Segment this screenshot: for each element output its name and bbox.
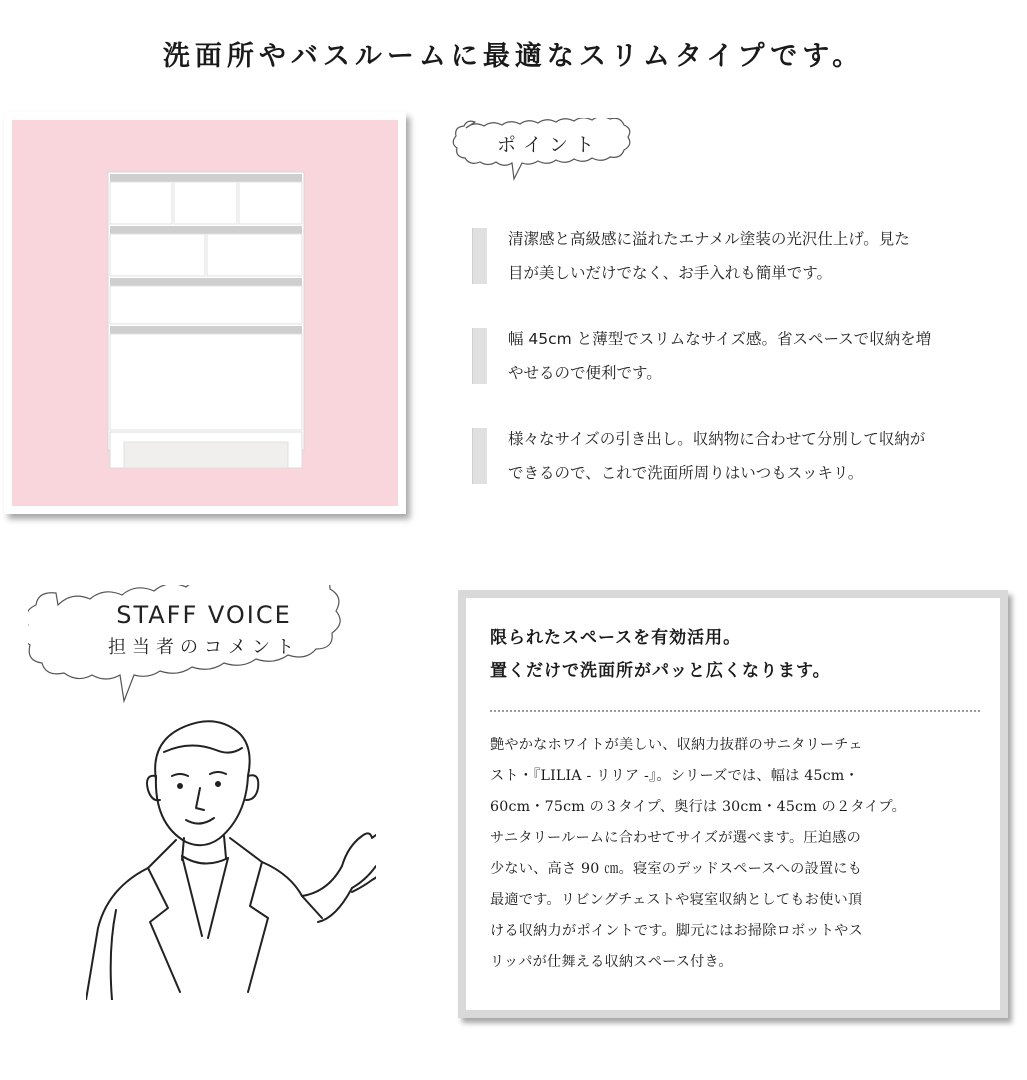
staff-illustration	[86, 710, 376, 1004]
staff-voice-title: STAFF VOICE	[116, 601, 292, 629]
point-bubble	[446, 118, 656, 196]
feature-text-line: やせるので便利です。	[508, 364, 662, 382]
point-label: ポイント	[496, 134, 601, 156]
feature-text-line: 清潔感と高級感に溢れたエナメル塗装の光沢仕上げ。見た	[508, 230, 910, 248]
feature-marker	[472, 228, 487, 284]
white-chest-image	[12, 120, 398, 506]
comment-body-line: スト・『LILIA - リリア -』。シリーズでは、幅は 45cm・	[490, 768, 859, 784]
man-presenting-icon	[86, 710, 376, 1000]
dotted-divider	[490, 710, 980, 712]
comment-body	[490, 730, 982, 978]
feature-text-line: 目が美しいだけでなく、お手入れも簡単です。	[508, 264, 832, 282]
feature-marker	[472, 428, 487, 484]
comment-heading	[490, 622, 990, 688]
feature-item	[472, 322, 1022, 390]
comment-body-line: ける収納力がポイントです。脚元にはお掃除ロボットやス	[490, 923, 863, 939]
comment-body-line: 少ない、高さ 90 ㎝。寝室のデッドスペースへの設置にも	[490, 861, 863, 877]
comment-body-line: 最適です。リビングチェストや寝室収納としてもお使い頂	[490, 892, 863, 908]
feature-item	[472, 422, 1022, 490]
product-photo	[4, 112, 406, 514]
staff-voice-bubble	[28, 585, 384, 719]
comment-panel	[466, 598, 1000, 1010]
staff-voice-subtitle: 担当者のコメント	[108, 637, 300, 658]
feature-marker	[472, 328, 487, 384]
comment-heading-line: 置くだけで洗面所がパッと広くなります。	[490, 661, 831, 681]
feature-item	[472, 222, 1022, 290]
comment-body-line: サニタリールームに合わせてサイズが選べます。圧迫感の	[490, 830, 861, 846]
feature-text-line: 様々なサイズの引き出し。収納物に合わせて分別して収納が	[508, 430, 926, 448]
feature-text-line: できるので、これで洗面所周りはいつもスッキリ。	[508, 464, 864, 482]
page-headline: 洗面所やバスルームに最適なスリムタイプです。	[162, 41, 865, 72]
comment-body-line: 艶やかなホワイトが美しい、収納力抜群のサニタリーチェ	[490, 737, 863, 753]
feature-text-line: 幅 45cm と薄型でスリムなサイズ感。省スペースで収納を増	[508, 330, 932, 348]
staff-comment-box	[458, 590, 1008, 1018]
comment-body-line: リッパが仕舞える収納スペース付き。	[490, 954, 733, 970]
comment-heading-line: 限られたスペースを有効活用。	[490, 628, 742, 648]
photo-background	[12, 120, 398, 506]
comment-body-line: 60cm・75cm の３タイプ、奥行は 30cm・45cm の２タイプ。	[490, 799, 907, 815]
